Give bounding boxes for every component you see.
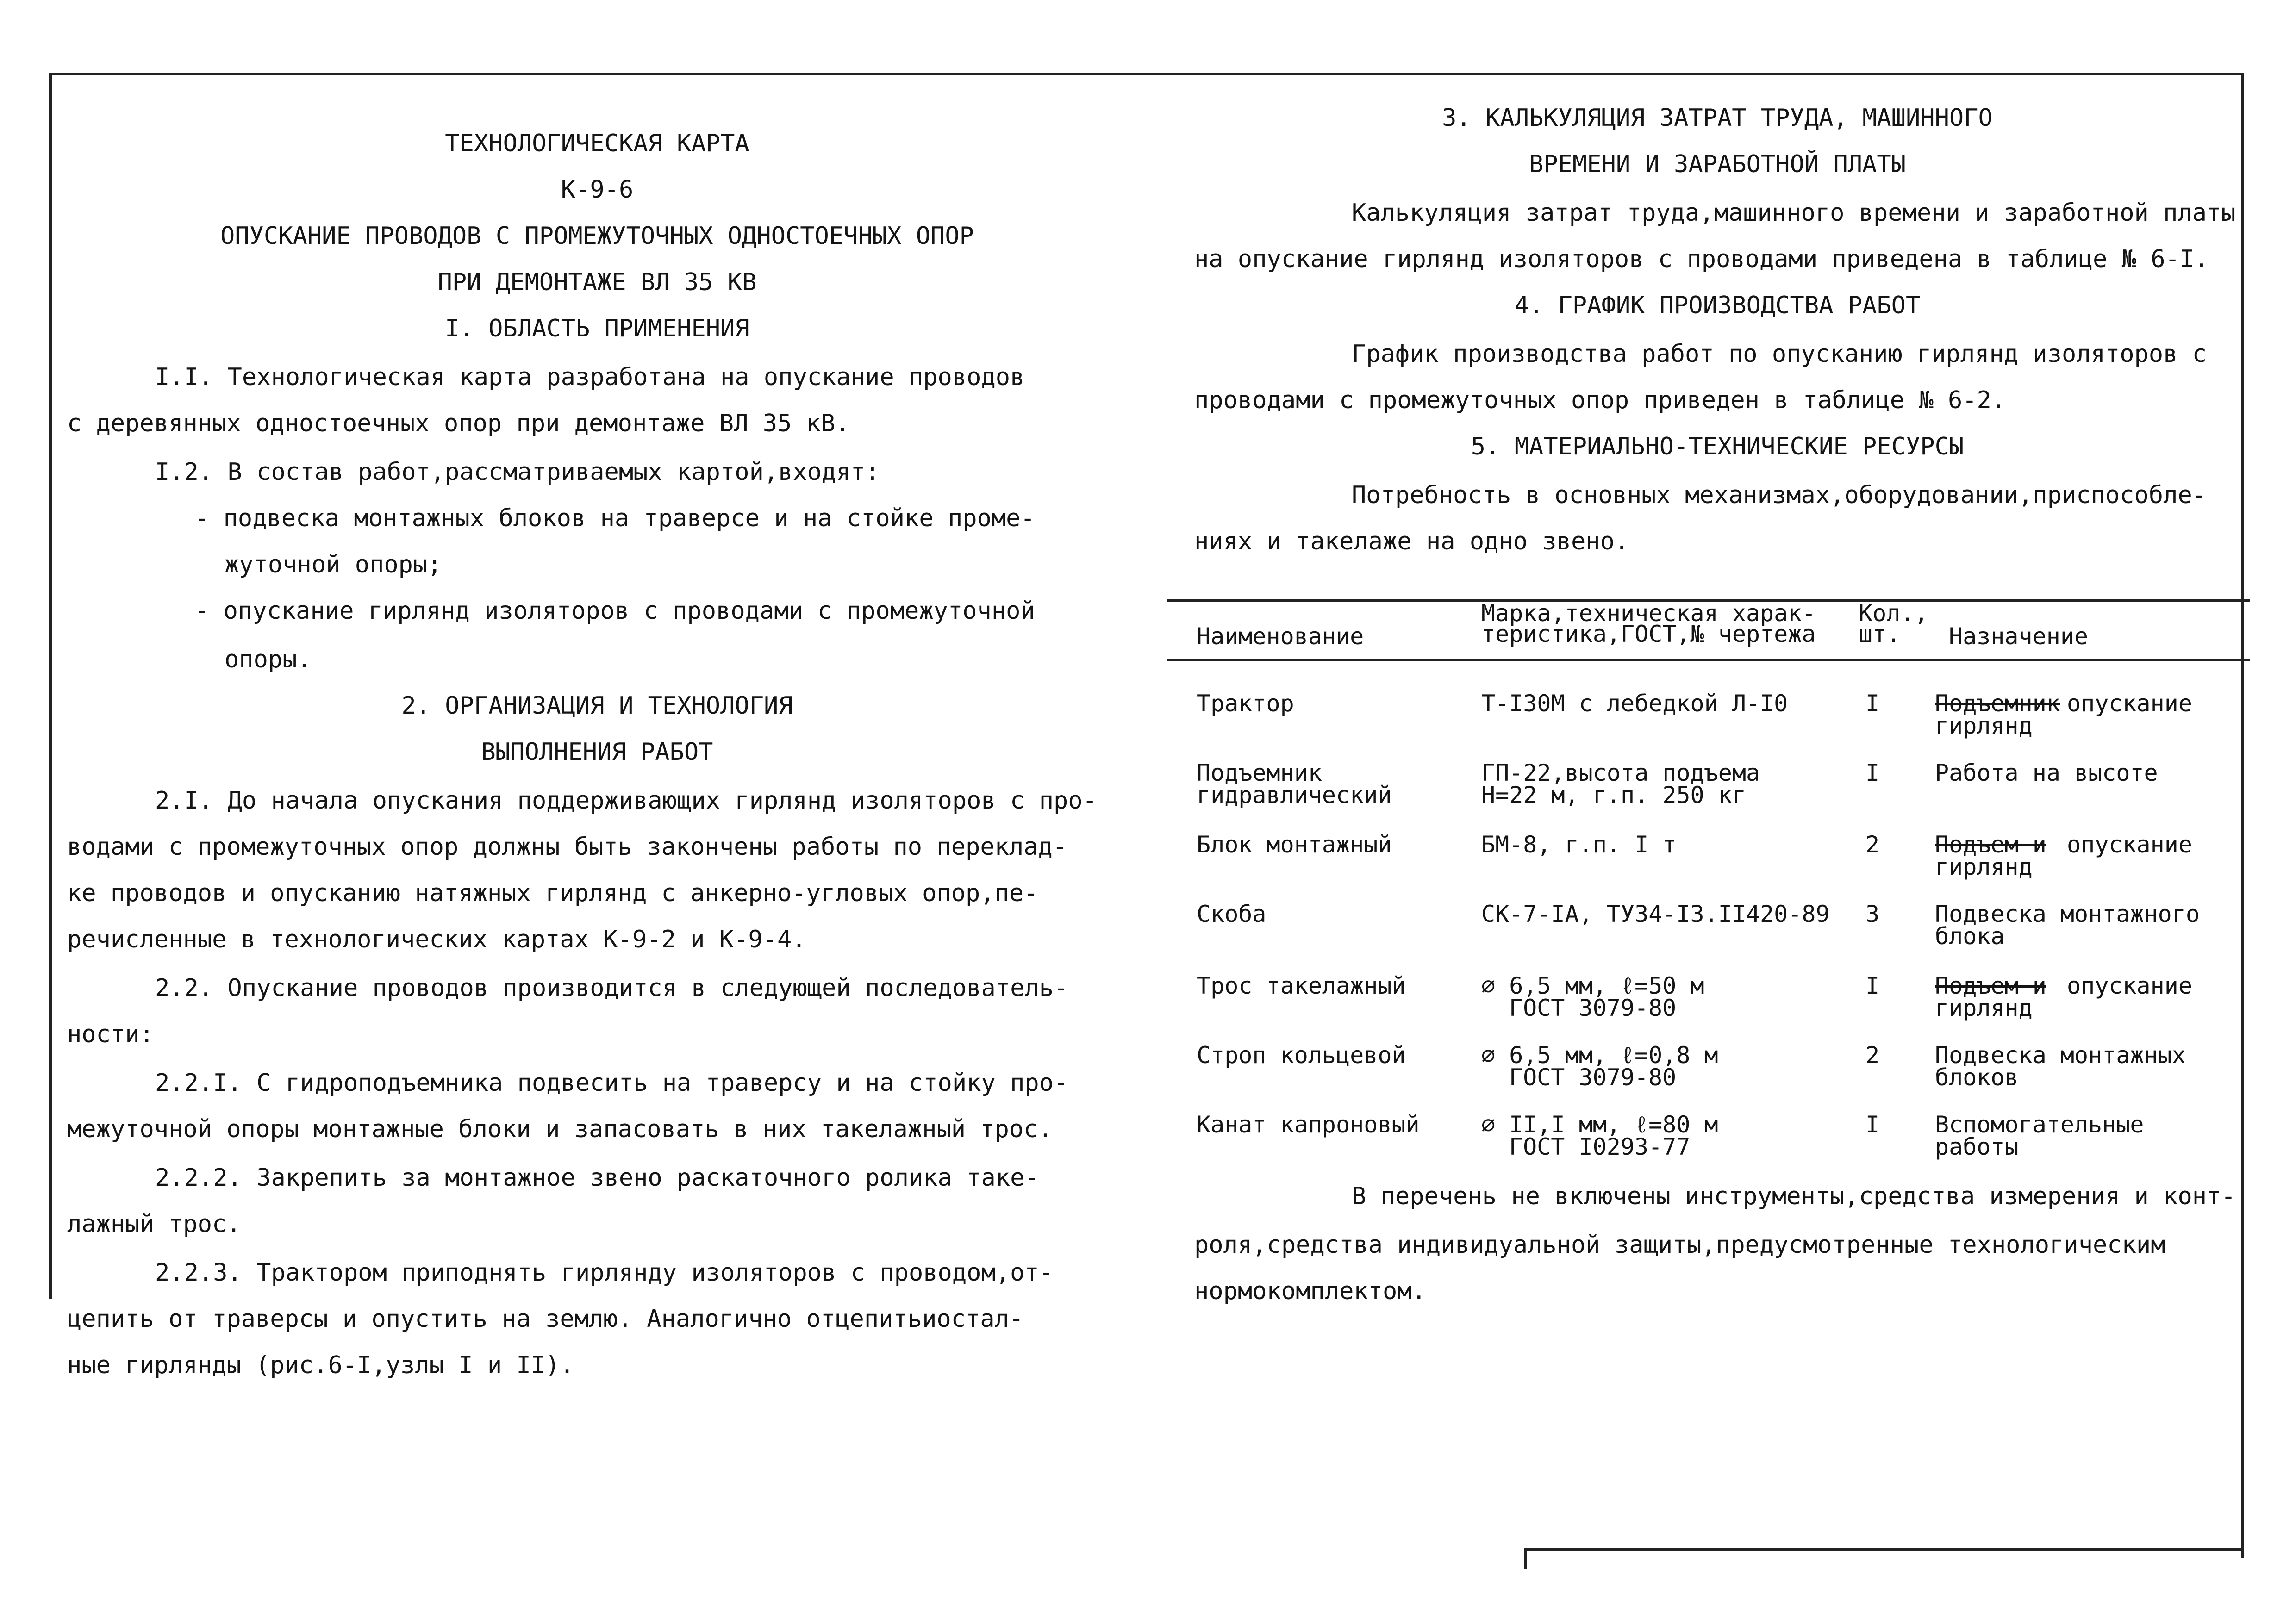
table-cell-qty: 2 — [1866, 1042, 1880, 1069]
frame-top-line — [50, 73, 2244, 75]
column-header-mark-2: теристика,ГОСТ,№ чертежа — [1481, 621, 1816, 647]
table-cell-mark: Т-I30М с лебедкой Л-I0 — [1481, 690, 1788, 717]
list-item-continuation: опоры. — [225, 646, 312, 673]
table-cell-purpose-2: блоков — [1935, 1064, 2019, 1091]
table-cell-purpose: Вспомогательные — [1935, 1111, 2144, 1138]
frame-bottom-corner-tick — [1524, 1548, 1527, 1569]
table-cell-purpose-2: гирлянд — [1935, 853, 2033, 880]
table-cell-name: Блок монтажный — [1197, 831, 1392, 858]
table-cell-purpose-2: работы — [1935, 1133, 2019, 1160]
frame-bottom-corner-line — [1525, 1548, 2243, 1551]
paragraph-line: водами с промежуточных опор должны быть закончены работы по переклад- — [67, 833, 1067, 861]
table-cell-qty: I — [1866, 690, 1880, 717]
doc-subtitle-2: ПРИ ДЕМОНТАЖЕ ВЛ 35 КВ — [437, 268, 757, 296]
table-cell-mark-2: ГОСТ 3079-80 — [1509, 1064, 1677, 1091]
section-5-heading: 5. МАТЕРИАЛЬНО-ТЕХНИЧЕСКИЕ РЕСУРСЫ — [1471, 433, 1964, 460]
column-header-qty: Кол., — [1859, 600, 1928, 627]
doc-code: К-9-6 — [561, 176, 634, 204]
table-cell-purpose-2: гирлянд — [1935, 712, 2033, 739]
table-cell-mark: ⌀ 6,5 мм, ℓ=0,8 м — [1481, 1042, 1718, 1069]
table-cell-mark: ГП-22,высота подъема — [1481, 759, 1760, 786]
section-3-heading: 3. КАЛЬКУЛЯЦИЯ ЗАТРАТ ТРУДА, МАШИННОГО — [1442, 104, 1993, 132]
table-cell-name: Скоба — [1197, 901, 1267, 927]
paragraph-line: с деревянных одностоечных опор при демонтаже ВЛ 35 кВ. — [67, 410, 850, 437]
paragraph-line: 2.I. До начала опускания поддерживающих гирлянд изоляторов с про- — [155, 787, 1097, 815]
column-header-purpose: Назначение — [1949, 623, 2089, 650]
paragraph-line: лажный трос. — [67, 1210, 241, 1238]
table-cell-name: Строп кольцевой — [1197, 1042, 1406, 1069]
table-cell-struck-text: Подъем и — [1935, 972, 2046, 999]
doc-title: ТЕХНОЛОГИЧЕСКАЯ КАРТА — [445, 130, 749, 157]
paragraph-line: 2.2.3. Трактором приподнять гирлянду изоляторов с проводом,от- — [155, 1259, 1054, 1287]
list-item: - опускание гирлянд изоляторов с проводами с промежуточной — [194, 597, 1035, 625]
table-cell-qty: 2 — [1866, 831, 1880, 858]
table-cell-mark: БМ-8, г.п. I т — [1481, 831, 1677, 858]
paragraph-line: цепить от траверсы и опустить на землю. Аналогично отцепитьиостал- — [67, 1305, 1024, 1333]
paragraph-line: I.2. В состав работ,рассматриваемых картой,входят: — [155, 458, 880, 486]
table-cell-name: Подъемник — [1197, 759, 1322, 786]
paragraph-line: I.I. Технологическая карта разработана на опускание проводов — [155, 363, 1025, 391]
section-4-heading: 4. ГРАФИК ПРОИЗВОДСТВА РАБОТ — [1514, 292, 1921, 319]
paragraph-line: на опускание гирлянд изоляторов с проводами приведена в таблице № 6-I. — [1194, 245, 2209, 273]
table-cell-mark-2: ГОСТ 3079-80 — [1509, 995, 1677, 1021]
paragraph-line: речисленные в технологических картах К-9-2 и К-9-4. — [67, 926, 806, 953]
table-cell-name: Трактор — [1197, 690, 1294, 717]
table-cell-purpose: Работа на высоте — [1935, 759, 2158, 786]
paragraph-line: проводами с промежуточных опор приведен в таблице № 6-2. — [1194, 386, 2006, 414]
paragraph-line: ности: — [67, 1020, 154, 1048]
table-cell-mark: СК-7-IА, ТУ34-I3.II420-89 — [1481, 901, 1830, 927]
table-header-rule — [1167, 659, 2250, 661]
doc-subtitle: ОПУСКАНИЕ ПРОВОДОВ С ПРОМЕЖУТОЧНЫХ ОДНОСТОЕЧНЫХ ОПОР — [220, 222, 974, 250]
table-cell-mark: ⌀ 6,5 мм, ℓ=50 м — [1481, 972, 1704, 999]
paragraph-line: межуточной опоры монтажные блоки и запасовать в них такелажный трос. — [67, 1115, 1053, 1143]
table-cell-name: Трос такелажный — [1197, 972, 1406, 999]
column-header-mark: Марка,техническая харак- — [1481, 600, 1816, 627]
table-cell-struck-text: Подъемник — [1935, 690, 2060, 717]
table-cell-qty: I — [1866, 972, 1880, 999]
paragraph-line: 2.2.I. С гидроподъемника подвесить на траверсу и на стойку про- — [155, 1069, 1068, 1097]
table-cell-name: Канат капроновый — [1197, 1111, 1420, 1138]
table-cell-struck-text: Подъем и — [1935, 831, 2046, 858]
paragraph-line: ниях и такелаже на одно звено. — [1194, 528, 1629, 555]
table-cell-purpose: опускание — [2067, 972, 2192, 999]
paragraph-line: 2.2. Опускание проводов производится в следующей последователь- — [155, 974, 1068, 1002]
paragraph-line: Потребность в основных механизмах,оборудовании,приспособле- — [1352, 481, 2207, 509]
table-cell-purpose: Подвеска монтажных — [1935, 1042, 2186, 1069]
paragraph-line: 2.2.2. Закрепить за монтажное звено раскаточного ролика таке- — [155, 1164, 1039, 1192]
table-cell-purpose-2: блока — [1935, 923, 2005, 950]
frame-left-line — [49, 73, 52, 1299]
paragraph-line: График производства работ по опусканию гирлянд изоляторов с — [1352, 340, 2207, 368]
table-cell-purpose: опускание — [2067, 831, 2192, 858]
paragraph-line: В перечень не включены инструменты,средства измерения и конт- — [1352, 1182, 2236, 1210]
paragraph-line: ке проводов и опусканию натяжных гирлянд с анкерно-угловых опор,пе- — [67, 879, 1038, 907]
table-cell-mark: ⌀ II,I мм, ℓ=80 м — [1481, 1111, 1718, 1138]
paragraph-line: роля,средства индивидуальной защиты,предусмотренные технологическим — [1194, 1231, 2165, 1259]
paragraph-line: нормокомплектом. — [1194, 1277, 1426, 1305]
list-item: - подвеска монтажных блоков на траверсе и на стойке проме- — [194, 504, 1035, 532]
table-cell-qty: I — [1866, 759, 1880, 786]
resources-table — [1167, 599, 2250, 1169]
table-cell-name-2: гидравлический — [1197, 782, 1392, 809]
column-header-qty-2: шт. — [1859, 621, 1901, 647]
table-cell-purpose: Подвеска монтажного — [1935, 901, 2200, 927]
table-cell-mark-2: Н=22 м, г.п. 250 кг — [1481, 782, 1746, 809]
table-cell-qty: I — [1866, 1111, 1880, 1138]
section-2-heading-2: ВЫПОЛНЕНИЯ РАБОТ — [481, 738, 713, 766]
section-2-heading: 2. ОРГАНИЗАЦИЯ И ТЕХНОЛОГИЯ — [401, 692, 793, 720]
table-cell-purpose: опускание — [2067, 690, 2192, 717]
table-cell-mark-2: ГОСТ I0293-77 — [1509, 1133, 1691, 1160]
list-item-continuation: жуточной опоры; — [225, 551, 442, 579]
section-3-heading-2: ВРЕМЕНИ И ЗАРАБОТНОЙ ПЛАТЫ — [1529, 150, 1906, 178]
paragraph-line: ные гирлянды (рис.6-I,узлы I и II). — [67, 1351, 574, 1379]
column-header-name: Наименование — [1197, 623, 1364, 650]
table-cell-purpose-2: гирлянд — [1935, 995, 2033, 1021]
section-1-heading: I. ОБЛАСТЬ ПРИМЕНЕНИЯ — [445, 315, 749, 342]
table-cell-qty: 3 — [1866, 901, 1880, 927]
paragraph-line: Калькуляция затрат труда,машинного времени и заработной платы — [1352, 199, 2236, 227]
